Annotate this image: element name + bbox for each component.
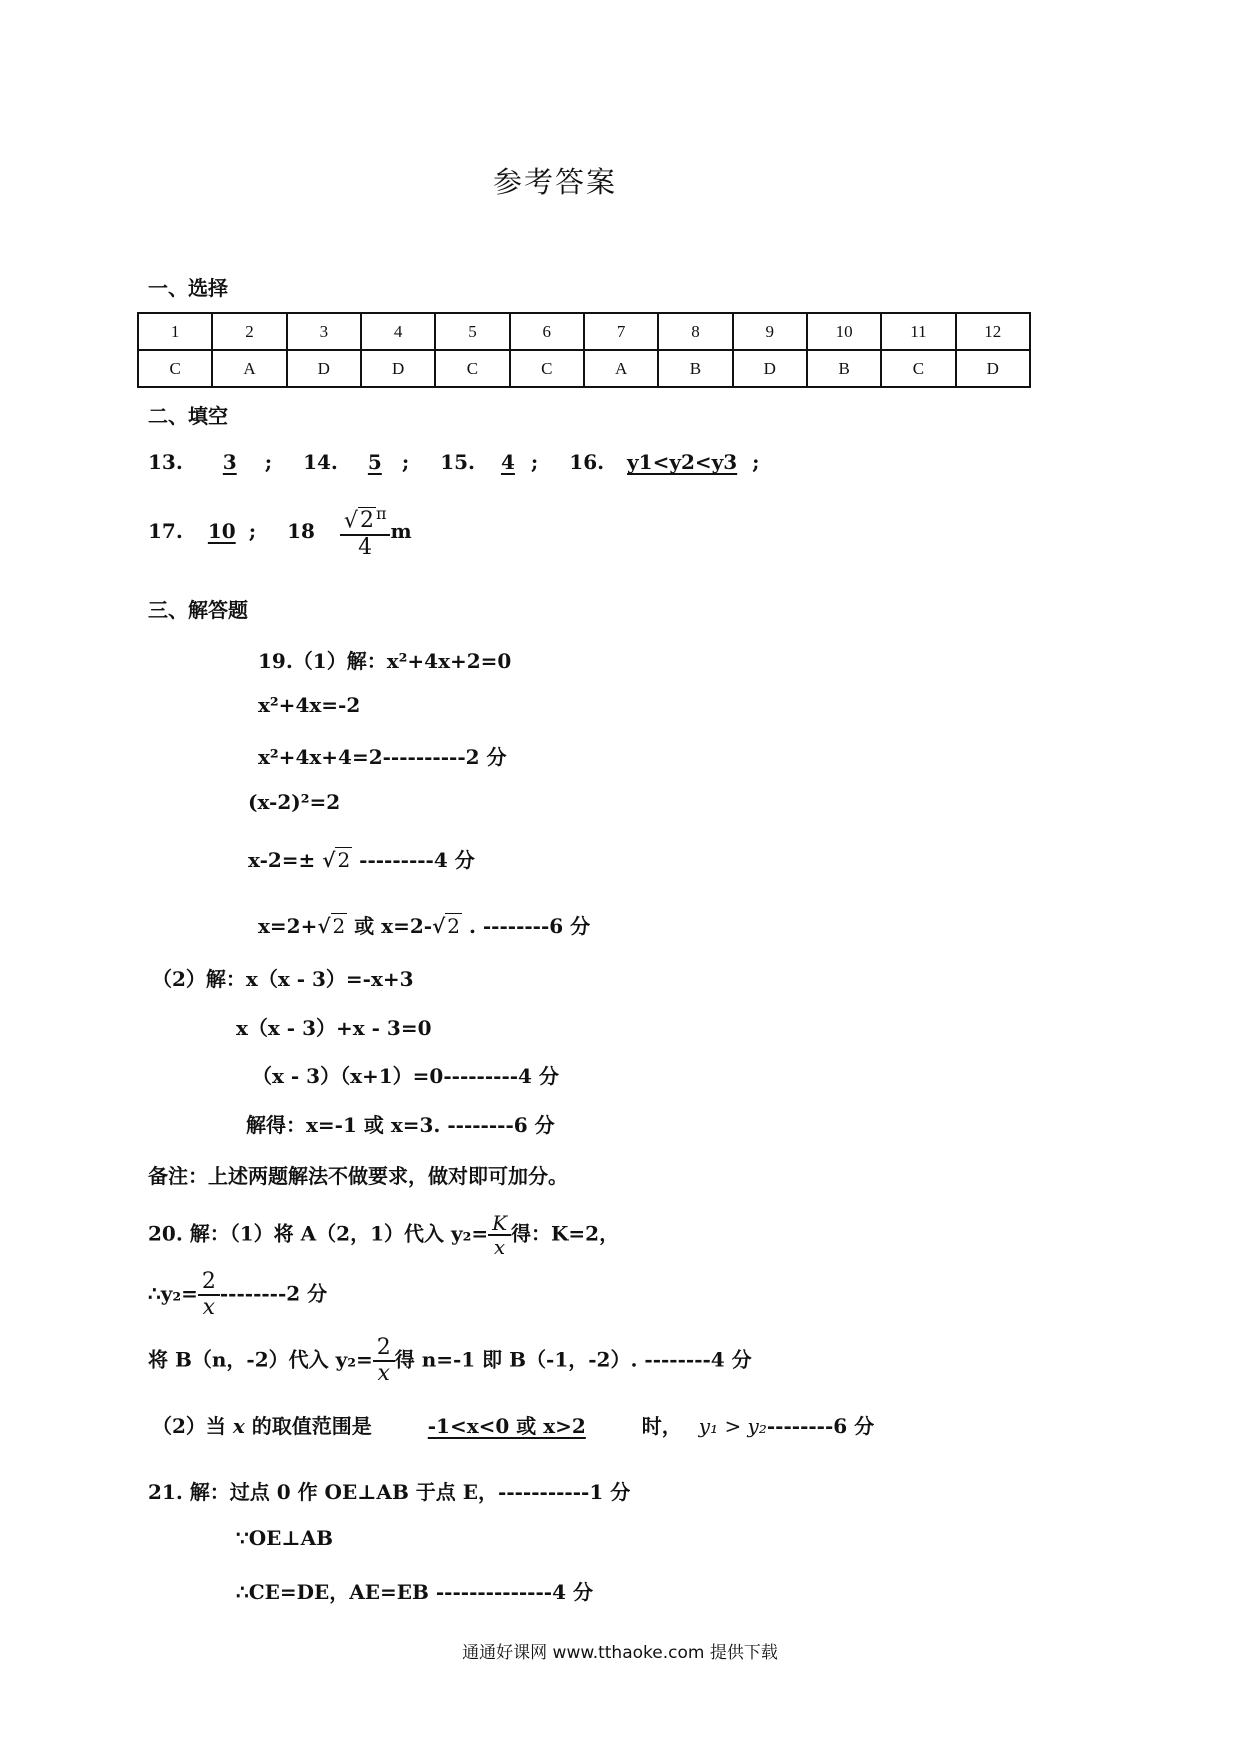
text: 得 n=-1 即 B（-1，-2）. --------4 分 [394,1347,752,1372]
table-cell: 2 [212,313,286,350]
table-cell: 7 [584,313,658,350]
question-number: 15. [440,450,475,474]
answer-15: 4 [500,450,515,474]
q21-line-1: 21. 解：过点 0 作 OE⊥AB 于点 E，-----------1 分 [148,1480,631,1504]
q19-line-4: (x-2)²=2 [248,790,341,814]
table-cell: 6 [510,313,584,350]
table-cell: 1 [138,313,212,350]
table-cell: B [807,350,881,387]
unit: m [390,518,412,543]
question-number: 16. [569,450,605,474]
range-answer: -1<x<0 或 x>2 [427,1414,586,1438]
question-number: 13. [148,450,183,474]
table-cell: 10 [807,313,881,350]
table-cell: 8 [658,313,732,350]
answer-18-fraction: $\frac{√2 ^\pi}{4}$ [340,505,391,560]
table-cell: 3 [287,313,361,350]
text: 时， [641,1414,682,1438]
denominator: x [377,1361,390,1387]
q19-line-6: x=2+√ 2 或 x=2-√ 2 . --------6 分 [258,914,591,938]
q21-line-3: ∴CE=DE，AE=EB --------------4 分 [236,1580,593,1604]
sqrt-value: 2 [332,914,346,938]
answer-17: 10 [207,518,236,543]
numerator: K [488,1212,511,1236]
table-cell: D [956,350,1030,387]
table-cell: D [733,350,807,387]
text: 的取值范围是 [251,1414,372,1438]
table-cell: A [584,350,658,387]
text: x-2=± [248,848,316,872]
sqrt-value: 2 [337,848,351,872]
text: （2）当 [152,1414,226,1438]
answer-table [137,312,1031,388]
table-cell: 4 [361,313,435,350]
table-cell: 12 [956,313,1030,350]
q19-line-2: x²+4x=-2 [258,693,361,717]
table-cell: C [138,350,212,387]
fraction [373,1336,395,1386]
separator: ; [530,450,539,474]
table-cell: 9 [733,313,807,350]
sqrt-value: 2 [447,914,460,938]
q19-part2-line-2: x（x - 3）+x - 3=0 [236,1016,432,1040]
table-cell: D [361,350,435,387]
text: 20. 解：（1）将 A（2，1）代入 y₂= [148,1221,489,1246]
numerator: 2 [198,1270,220,1296]
variable-x: x [232,1414,245,1438]
q21-line-2: ∵OE⊥AB [236,1526,334,1550]
text: 或 x=2- [354,914,433,938]
answer-13: 3 [222,450,237,474]
fill-line-1 [148,450,760,474]
denominator: x [202,1295,216,1321]
text: --------6 分 [766,1414,875,1438]
question-number: 17. [148,518,183,543]
q20-line-4 [152,1410,874,1439]
separator: ; [248,518,257,543]
section-heading-solve: 三、解答题 [148,598,248,622]
answer-14: 5 [367,450,382,474]
text: ---------4 分 [359,848,475,872]
note: 备注：上述两题解法不做要求，做对即可加分。 [148,1164,568,1188]
table-cell: C [881,350,955,387]
text: --------2 分 [219,1281,328,1306]
denominator: x [493,1235,506,1259]
sqrt-value: 2 [359,508,374,534]
table-cell: B [658,350,732,387]
separator: ; [752,450,760,474]
text: ∴y₂= [148,1281,198,1306]
question-number: 14. [303,450,338,474]
table-cell: C [510,350,584,387]
table-cell: A [212,350,286,387]
q19-line-1: 19.（1）解：x²+4x+2=0 [258,649,512,673]
denominator: 4 [358,534,373,560]
table-cell: 11 [881,313,955,350]
pi-symbol: π [375,504,387,523]
fraction [198,1270,220,1320]
q19-line-3: x²+4x+4=2----------2 分 [258,745,507,769]
table-row-answers [138,350,1030,387]
q19-line-5: x-2=± √ 2 ---------4 分 [248,848,475,872]
table-cell: D [287,350,361,387]
answer-16: y1<y2<y3 [627,450,738,474]
separator: ; [264,450,273,474]
text: 得：K=2， [511,1221,620,1246]
q19-part2-line-4: 解得：x=-1 或 x=3. --------6 分 [246,1113,555,1137]
table-row-numbers [138,313,1030,350]
q20-line-1 [148,1212,619,1258]
text: x=2+ [258,914,318,938]
section-heading-fill: 二、填空 [148,404,228,428]
table-cell: C [435,350,509,387]
question-number: 18 [287,518,315,543]
fraction [488,1212,511,1258]
fill-line-2 [148,505,412,560]
footer-credit: 通通好课网 www.tthaoke.com 提供下载 [462,1643,778,1663]
inequality: y₁ > y₂ [698,1414,767,1438]
text: . --------6 分 [468,914,591,938]
q19-part2-line-1: （2）解：x（x - 3）=-x+3 [152,967,414,991]
q20-line-2 [148,1270,327,1320]
separator: ; [401,450,410,474]
q19-part2-line-3: （x - 3）（x+1）=0---------4 分 [252,1064,559,1088]
text: 将 B（n，-2）代入 y₂= [148,1347,373,1372]
q20-line-3 [148,1336,752,1386]
section-heading-choice: 一、选择 [148,276,228,300]
table-cell: 5 [435,313,509,350]
numerator: 2 [373,1336,395,1362]
page-title: 参考答案 [492,165,617,199]
